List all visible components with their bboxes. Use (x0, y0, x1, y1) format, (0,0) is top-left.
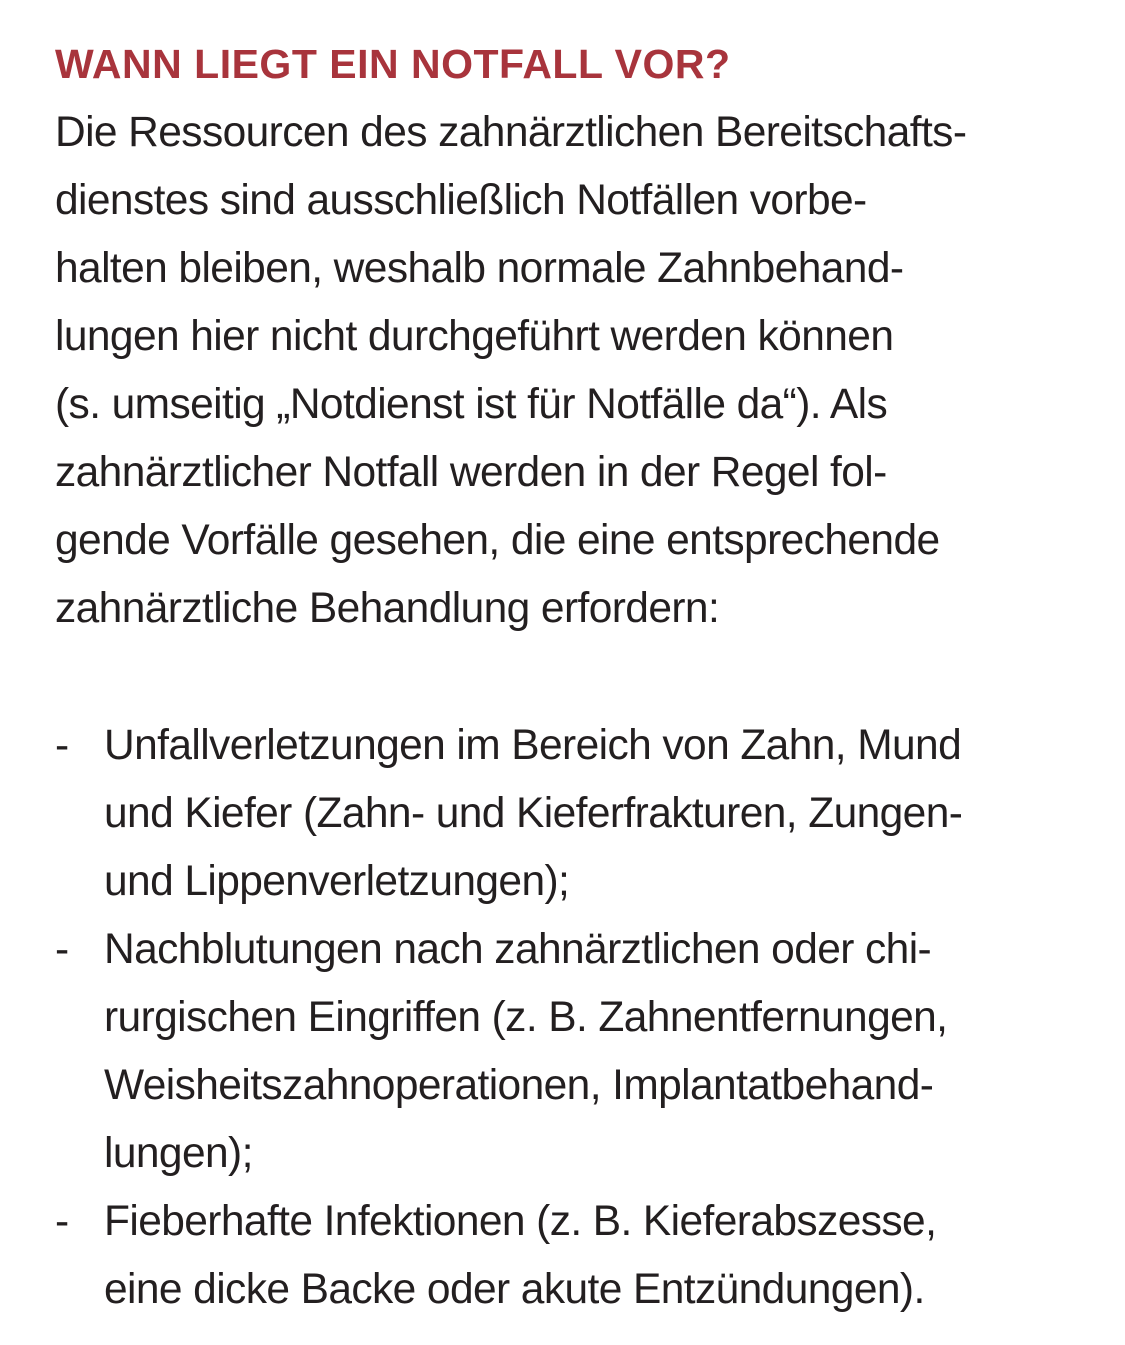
intro-line: (s. umseitig „Notdienst ist für Notfälle da“). Als (55, 381, 888, 428)
list-item-line: rurgischen Eingriffen (z. B. Zahnentfernungen, (104, 994, 948, 1041)
bullet-dash: - (55, 1198, 70, 1245)
list-item-line: und Lippenverletzungen); (104, 858, 570, 905)
list-item-line: Unfallverletzungen im Bereich von Zahn, Mund (104, 722, 962, 769)
intro-line: gende Vorfälle gesehen, die eine entsprechende (55, 517, 940, 564)
intro-line: zahnärztliche Behandlung erfordern: (55, 585, 720, 632)
list-item-line: Nachblutungen nach zahnärztlichen oder chi- (104, 926, 932, 973)
list-item-line: lungen); (104, 1130, 253, 1177)
bullet-dash: - (55, 722, 70, 769)
list-item-line: eine dicke Backe oder akute Entzündungen). (104, 1266, 925, 1313)
section-heading: WANN LIEGT EIN NOTFALL VOR? (55, 41, 731, 87)
intro-line: lungen hier nicht durchgeführt werden können (55, 313, 894, 360)
intro-line: halten bleiben, weshalb normale Zahnbehand- (55, 245, 904, 292)
intro-line: Die Ressourcen des zahnärztlichen Bereitschafts- (55, 109, 967, 156)
intro-line: dienstes sind ausschließlich Notfällen vorbe- (55, 177, 867, 224)
bullet-dash: - (55, 926, 70, 973)
list-item-line: Weisheitszahnoperationen, Implantatbehand- (104, 1062, 934, 1109)
list-item-line: und Kiefer (Zahn- und Kieferfrakturen, Zungen- (104, 790, 963, 837)
intro-line: zahnärztlicher Notfall werden in der Regel fol- (55, 449, 887, 496)
list-item-line: Fieberhafte Infektionen (z. B. Kieferabszesse, (104, 1198, 937, 1245)
